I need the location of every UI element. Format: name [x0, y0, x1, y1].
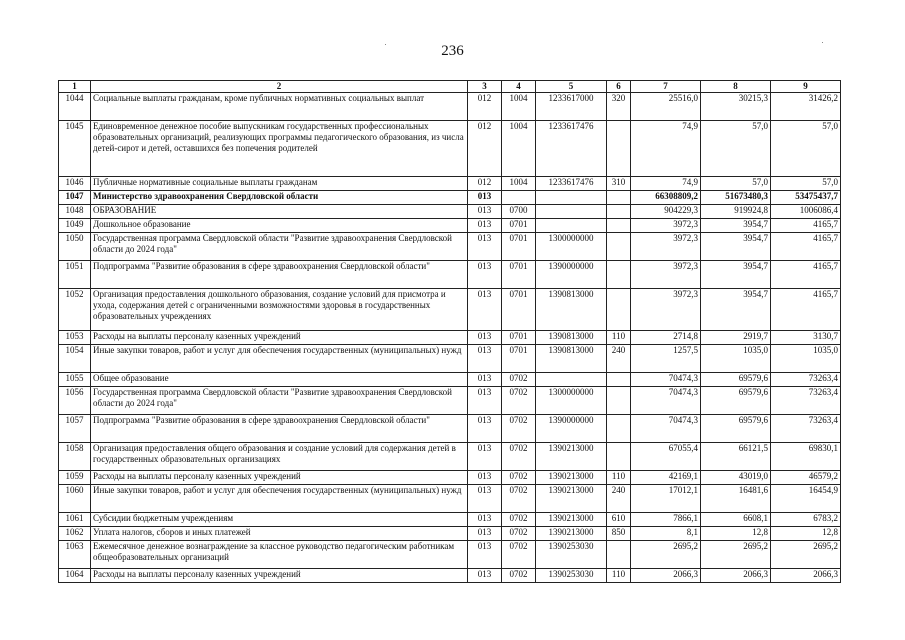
row-amount-col8: 30215,3: [701, 93, 771, 121]
row-amount-col7: 70474,3: [631, 415, 701, 443]
row-name: Подпрограмма "Развитие образования в сфере здравоохранения Свердловской области": [91, 415, 468, 443]
table-row: [59, 205, 841, 219]
budget-table: [58, 80, 841, 583]
row-number: 1045: [59, 121, 91, 177]
row-target-article: 1390253030: [536, 569, 607, 583]
row-number: 1059: [59, 471, 91, 485]
row-number: 1050: [59, 233, 91, 261]
row-expense-type: 110: [607, 569, 631, 583]
row-category-code: 013: [468, 261, 502, 289]
row-section-code: 0702: [502, 471, 536, 485]
row-category-code: 013: [468, 485, 502, 513]
row-amount-col9: 73263,4: [771, 415, 841, 443]
row-amount-col8: 66121,5: [701, 443, 771, 471]
row-number: 1051: [59, 261, 91, 289]
row-name: Государственная программа Свердловской области "Развитие здравоохранения Свердловской области до 2024 года": [91, 233, 468, 261]
row-section-code: 0701: [502, 219, 536, 233]
table-row: [59, 373, 841, 387]
row-expense-type: [607, 373, 631, 387]
row-category-code: 012: [468, 177, 502, 191]
row-expense-type: 320: [607, 93, 631, 121]
row-target-article: 1390213000: [536, 443, 607, 471]
row-section-code: 0701: [502, 331, 536, 345]
row-amount-col9: 4165,7: [771, 289, 841, 331]
column-header-5: 5: [536, 81, 607, 93]
column-header-4: 4: [502, 81, 536, 93]
row-section-code: 0702: [502, 443, 536, 471]
row-expense-type: 240: [607, 345, 631, 373]
row-amount-col9: 46579,2: [771, 471, 841, 485]
row-name: Публичные нормативные социальные выплаты гражданам: [91, 177, 468, 191]
row-number: 1058: [59, 443, 91, 471]
row-amount-col9: 4165,7: [771, 233, 841, 261]
row-amount-col9: 3130,7: [771, 331, 841, 345]
row-expense-type: [607, 233, 631, 261]
table-header: [59, 81, 841, 93]
row-amount-col7: 74,9: [631, 177, 701, 191]
row-category-code: 013: [468, 569, 502, 583]
row-amount-col7: 3972,3: [631, 233, 701, 261]
row-target-article: 1300000000: [536, 387, 607, 415]
row-expense-type: [607, 261, 631, 289]
row-section-code: [502, 191, 536, 205]
row-amount-col8: 3954,7: [701, 219, 771, 233]
scan-speck: [822, 42, 823, 43]
table-row: [59, 513, 841, 527]
page-number: 236: [441, 43, 464, 59]
row-amount-col7: 70474,3: [631, 387, 701, 415]
row-amount-col7: 17012,1: [631, 485, 701, 513]
row-amount-col7: 2695,2: [631, 541, 701, 569]
row-name: Уплата налогов, сборов и иных платежей: [91, 527, 468, 541]
row-category-code: 013: [468, 415, 502, 443]
row-amount-col9: 6783,2: [771, 513, 841, 527]
row-amount-col9: 2695,2: [771, 541, 841, 569]
row-category-code: 013: [468, 387, 502, 415]
row-amount-col8: 3954,7: [701, 289, 771, 331]
row-section-code: 0702: [502, 415, 536, 443]
row-number: 1061: [59, 513, 91, 527]
table-row: [59, 541, 841, 569]
row-number: 1060: [59, 485, 91, 513]
row-name: Расходы на выплаты персоналу казенных учреждений: [91, 331, 468, 345]
row-target-article: 1233617000: [536, 93, 607, 121]
row-expense-type: [607, 415, 631, 443]
scan-speck: [385, 44, 386, 45]
row-target-article: 1300000000: [536, 233, 607, 261]
table-row: [59, 289, 841, 331]
row-target-article: 1390213000: [536, 485, 607, 513]
table-body: [59, 93, 841, 583]
row-category-code: 013: [468, 219, 502, 233]
row-name: Подпрограмма "Развитие образования в сфере здравоохранения Свердловской области": [91, 261, 468, 289]
table-row: [59, 219, 841, 233]
row-amount-col7: 3972,3: [631, 289, 701, 331]
row-number: 1047: [59, 191, 91, 205]
row-amount-col8: 3954,7: [701, 233, 771, 261]
row-amount-col8: 57,0: [701, 177, 771, 191]
row-amount-col8: 2919,7: [701, 331, 771, 345]
row-category-code: 013: [468, 191, 502, 205]
row-target-article: 1390813000: [536, 345, 607, 373]
row-amount-col7: 74,9: [631, 121, 701, 177]
row-target-article: [536, 191, 607, 205]
row-expense-type: [607, 205, 631, 219]
row-amount-col9: 1035,0: [771, 345, 841, 373]
table-row: [59, 387, 841, 415]
row-number: 1056: [59, 387, 91, 415]
row-number: 1064: [59, 569, 91, 583]
row-amount-col8: 69579,6: [701, 415, 771, 443]
row-amount-col9: 73263,4: [771, 387, 841, 415]
row-amount-col7: 2714,8: [631, 331, 701, 345]
row-expense-type: [607, 541, 631, 569]
row-section-code: 0702: [502, 527, 536, 541]
column-header-2: 2: [91, 81, 468, 93]
row-amount-col8: 43019,0: [701, 471, 771, 485]
row-section-code: 1004: [502, 177, 536, 191]
row-category-code: 012: [468, 93, 502, 121]
row-number: 1049: [59, 219, 91, 233]
row-amount-col7: 25516,0: [631, 93, 701, 121]
row-expense-type: [607, 191, 631, 205]
row-amount-col8: 69579,6: [701, 373, 771, 387]
row-target-article: 1390213000: [536, 471, 607, 485]
row-amount-col8: 3954,7: [701, 261, 771, 289]
row-expense-type: 610: [607, 513, 631, 527]
row-name: ОБРАЗОВАНИЕ: [91, 205, 468, 219]
row-category-code: 013: [468, 373, 502, 387]
row-expense-type: 110: [607, 471, 631, 485]
row-category-code: 013: [468, 289, 502, 331]
row-section-code: 0701: [502, 233, 536, 261]
row-target-article: 1390000000: [536, 261, 607, 289]
row-amount-col7: 70474,3: [631, 373, 701, 387]
row-name: Государственная программа Свердловской области "Развитие здравоохранения Свердловской области до 2024 года": [91, 387, 468, 415]
row-category-code: 013: [468, 443, 502, 471]
row-expense-type: 850: [607, 527, 631, 541]
row-section-code: 0702: [502, 541, 536, 569]
row-target-article: 1390000000: [536, 415, 607, 443]
table-row: [59, 191, 841, 205]
table-row: [59, 261, 841, 289]
row-name: Общее образование: [91, 373, 468, 387]
row-name: Расходы на выплаты персоналу казенных учреждений: [91, 569, 468, 583]
row-category-code: 013: [468, 233, 502, 261]
row-amount-col7: 8,1: [631, 527, 701, 541]
row-section-code: 0702: [502, 373, 536, 387]
row-amount-col7: 66308809,2: [631, 191, 701, 205]
column-header-1: 1: [59, 81, 91, 93]
row-amount-col8: 16481,6: [701, 485, 771, 513]
row-number: 1046: [59, 177, 91, 191]
row-name: Иные закупки товаров, работ и услуг для обеспечения государственных (муниципальных) нужд: [91, 345, 468, 373]
row-name: Дошкольное образование: [91, 219, 468, 233]
row-number: 1063: [59, 541, 91, 569]
row-category-code: 013: [468, 527, 502, 541]
row-section-code: 0702: [502, 569, 536, 583]
row-target-article: [536, 219, 607, 233]
row-number: 1054: [59, 345, 91, 373]
row-amount-col7: 3972,3: [631, 219, 701, 233]
row-category-code: 012: [468, 121, 502, 177]
row-category-code: 013: [468, 513, 502, 527]
row-target-article: [536, 373, 607, 387]
row-target-article: 1390213000: [536, 527, 607, 541]
row-name: Ежемесячное денежное вознаграждение за классное руководство педагогическим работникам общеобразовательных организаций: [91, 541, 468, 569]
column-header-3: 3: [468, 81, 502, 93]
table-row: [59, 485, 841, 513]
row-amount-col9: 16454,9: [771, 485, 841, 513]
table-row: [59, 233, 841, 261]
row-amount-col7: 67055,4: [631, 443, 701, 471]
row-amount-col9: 53475437,7: [771, 191, 841, 205]
row-amount-col9: 57,0: [771, 121, 841, 177]
row-name: Социальные выплаты гражданам, кроме публичных нормативных социальных выплат: [91, 93, 468, 121]
row-section-code: 0701: [502, 261, 536, 289]
row-amount-col9: 57,0: [771, 177, 841, 191]
row-name: Министерство здравоохранения Свердловской области: [91, 191, 468, 205]
row-amount-col9: 1006086,4: [771, 205, 841, 219]
row-target-article: 1233617476: [536, 121, 607, 177]
row-amount-col7: 7866,1: [631, 513, 701, 527]
row-expense-type: 110: [607, 331, 631, 345]
row-amount-col8: 69579,6: [701, 387, 771, 415]
row-amount-col9: 73263,4: [771, 373, 841, 387]
row-name: Единовременное денежное пособие выпускникам государственных профессиональных образовательных организаций, реализующих программы педагогического образования, из числа детей-сирот и детей, оставшихся без попечения родителей: [91, 121, 468, 177]
table-row: [59, 527, 841, 541]
row-category-code: 013: [468, 541, 502, 569]
column-header-6: 6: [607, 81, 631, 93]
row-target-article: 1390253030: [536, 541, 607, 569]
table-row: [59, 415, 841, 443]
row-name: Субсидии бюджетным учреждениям: [91, 513, 468, 527]
row-number: 1048: [59, 205, 91, 219]
row-amount-col8: 51673480,3: [701, 191, 771, 205]
table-row: [59, 569, 841, 583]
row-section-code: 0701: [502, 345, 536, 373]
table-row: [59, 471, 841, 485]
row-number: 1055: [59, 373, 91, 387]
row-amount-col9: 2066,3: [771, 569, 841, 583]
row-amount-col8: 6608,1: [701, 513, 771, 527]
row-expense-type: [607, 121, 631, 177]
row-number: 1044: [59, 93, 91, 121]
row-amount-col7: 3972,3: [631, 261, 701, 289]
row-number: 1052: [59, 289, 91, 331]
row-name: Расходы на выплаты персоналу казенных учреждений: [91, 471, 468, 485]
row-expense-type: [607, 219, 631, 233]
row-amount-col8: 12,8: [701, 527, 771, 541]
row-section-code: 0702: [502, 485, 536, 513]
row-category-code: 013: [468, 471, 502, 485]
row-expense-type: [607, 443, 631, 471]
row-category-code: 013: [468, 331, 502, 345]
table-row: [59, 443, 841, 471]
row-section-code: 1004: [502, 93, 536, 121]
row-expense-type: 240: [607, 485, 631, 513]
header-row: [59, 81, 841, 93]
row-target-article: 1233617476: [536, 177, 607, 191]
row-amount-col9: 69830,1: [771, 443, 841, 471]
table-row: [59, 121, 841, 177]
row-amount-col9: 4165,7: [771, 261, 841, 289]
column-header-8: 8: [701, 81, 771, 93]
row-number: 1053: [59, 331, 91, 345]
row-target-article: 1390813000: [536, 289, 607, 331]
row-target-article: [536, 205, 607, 219]
row-section-code: 1004: [502, 121, 536, 177]
row-amount-col9: 4165,7: [771, 219, 841, 233]
row-target-article: 1390213000: [536, 513, 607, 527]
row-expense-type: [607, 387, 631, 415]
table-row: [59, 93, 841, 121]
row-amount-col7: 2066,3: [631, 569, 701, 583]
row-section-code: 0701: [502, 289, 536, 331]
column-header-9: 9: [771, 81, 841, 93]
table-row: [59, 177, 841, 191]
row-name: Организация предоставления общего образования и создание условий для содержания детей в государственных образовательных организациях: [91, 443, 468, 471]
row-number: 1057: [59, 415, 91, 443]
row-section-code: 0702: [502, 387, 536, 415]
row-amount-col8: 57,0: [701, 121, 771, 177]
table-row: [59, 331, 841, 345]
row-amount-col8: 2066,3: [701, 569, 771, 583]
row-amount-col9: 12,8: [771, 527, 841, 541]
row-expense-type: [607, 289, 631, 331]
row-amount-col9: 31426,2: [771, 93, 841, 121]
row-target-article: 1390813000: [536, 331, 607, 345]
table-row: [59, 345, 841, 373]
row-amount-col8: 919924,8: [701, 205, 771, 219]
row-name: Иные закупки товаров, работ и услуг для обеспечения государственных (муниципальных) нужд: [91, 485, 468, 513]
row-name: Организация предоставления дошкольного образования, создание условий для присмотра и ухода, содержания детей с ограниченными возможностями здоровья в государственных образовательных учреждениях: [91, 289, 468, 331]
row-amount-col8: 2695,2: [701, 541, 771, 569]
row-amount-col7: 42169,1: [631, 471, 701, 485]
row-section-code: 0702: [502, 513, 536, 527]
row-section-code: 0700: [502, 205, 536, 219]
row-expense-type: 310: [607, 177, 631, 191]
row-amount-col8: 1035,0: [701, 345, 771, 373]
row-category-code: 013: [468, 345, 502, 373]
row-number: 1062: [59, 527, 91, 541]
row-amount-col7: 904229,3: [631, 205, 701, 219]
column-header-7: 7: [631, 81, 701, 93]
row-amount-col7: 1257,5: [631, 345, 701, 373]
row-category-code: 013: [468, 205, 502, 219]
